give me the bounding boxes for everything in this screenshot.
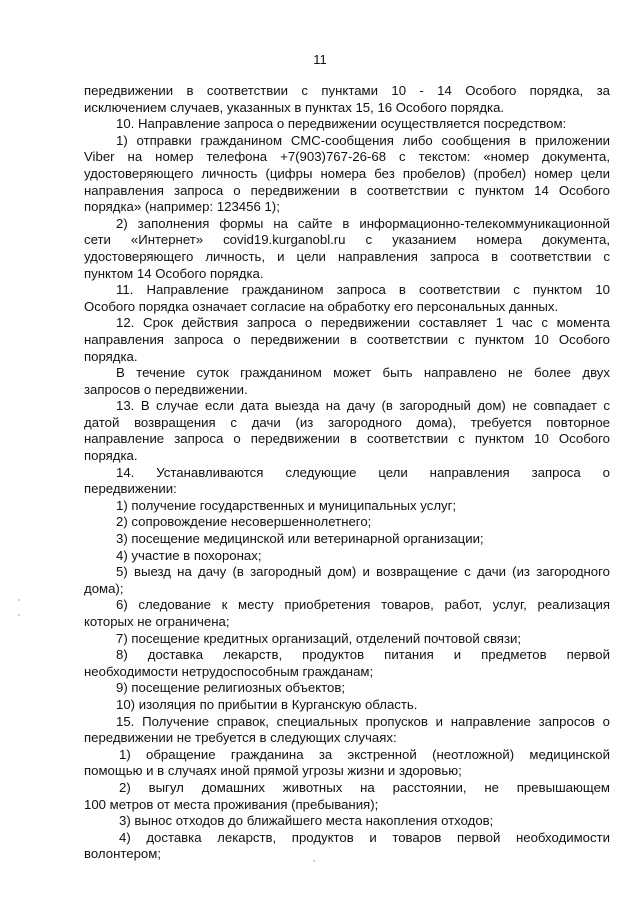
text-line: 10. Направление запроса о передвижении осуществляется посредством: — [116, 116, 567, 132]
scan-mark — [18, 614, 20, 616]
text-line: волонтером; — [84, 846, 161, 862]
text-line: 2) выгул домашних животных на расстоянии, не превышающем — [119, 779, 610, 795]
text-line: 15. Получение справок, специальных пропусков и направление запросов о — [116, 713, 610, 729]
text-line: дома); — [84, 580, 124, 596]
text-line: 1) отправки гражданином СМС-сообщения либо сообщения в приложении — [116, 132, 610, 148]
text-line: помощью и в случаях иной прямой угрозы жизни и здоровью; — [84, 763, 462, 779]
text-line: передвижении: — [84, 481, 177, 497]
text-line: 3) вынос отходов до ближайшего места накопления отходов; — [119, 813, 494, 829]
page-number: 11 — [313, 52, 327, 67]
scan-mark — [313, 860, 315, 862]
text-line: 13. В случае если дата выезда на дачу (в загородный дом) не совпадает с — [116, 398, 610, 414]
text-line: направления запроса о передвижении в соответствии с пунктом 10 Особого — [84, 331, 610, 347]
text-line: 2) заполнения формы на сайте в информационно-телекоммуникационной — [116, 215, 610, 231]
text-line: 100 метров от места проживания (пребывания); — [84, 796, 379, 812]
scan-mark — [18, 599, 20, 601]
text-line: Viber на номер телефона +7(903)767-26-68 с текстом: «номер документа, — [84, 149, 610, 165]
text-line: порядка. — [84, 348, 138, 364]
text-line: 4) доставка лекарств, продуктов и товаров первой необходимости — [119, 829, 610, 845]
text-line: направления запроса о передвижении в соответствии с пунктом 14 Особого — [84, 182, 610, 198]
document-body — [84, 83, 610, 863]
text-line: порядка» (например: 123456 1); — [84, 199, 280, 215]
text-line: 1) обращение гражданина за экстренной (неотложной) медицинской — [119, 746, 610, 762]
text-line: порядка. — [84, 448, 138, 464]
text-line: 10) изоляция по прибытии в Курганскую область. — [116, 696, 418, 712]
text-line: 2) сопровождение несовершеннолетнего; — [116, 514, 372, 530]
text-line: запросов о передвижении. — [84, 381, 248, 397]
text-line: 3) посещение медицинской или ветеринарной организации; — [116, 531, 484, 547]
text-line: 11. Направление гражданином запроса в соответствии с пунктом 10 — [116, 282, 610, 298]
text-line: которых не ограничена; — [84, 614, 230, 629]
text-line: 6) следование к месту приобретения товаров, работ, услуг, реализация — [116, 597, 610, 613]
text-line: пунктом 14 Особого порядка. — [84, 265, 264, 281]
text-line: исключением случаев, указанных в пунктах 15, 16 Особого порядка. — [84, 99, 505, 115]
text-line: сети «Интернет» covid19.kurganobl.ru с указанием номера документа, — [84, 232, 610, 248]
text-line: В течение суток гражданином может быть направлено не более двух — [116, 365, 610, 381]
text-line: датой возвращения с дачи (из загородного дома), требуется повторное — [84, 414, 610, 430]
text-line: передвижении не требуется в следующих случаях: — [84, 730, 397, 746]
text-line: 5) выезд на дачу (в загородный дом) и возвращение с дачи (из загородного — [116, 564, 610, 580]
text-line: 9) посещение религиозных объектов; — [116, 680, 346, 696]
text-line: 14. Устанавливаются следующие цели направления запроса о — [116, 464, 610, 480]
text-line: удостоверяющего личность, и цели направления запроса в соответствии с — [84, 248, 610, 264]
text-line: 12. Срок действия запроса о передвижении составляет 1 час с момента — [116, 315, 610, 331]
text-line: удостоверяющего личность (цифры номера без пробелов) (пробел) номер цели — [84, 165, 610, 181]
text-line: 7) посещение кредитных организаций, отделений почтовой связи; — [116, 630, 522, 646]
text-line: направление запроса о передвижении в соответствии с пунктом 10 Особого — [84, 431, 610, 447]
text-line: передвижении в соответствии с пунктами 10 - 14 Особого порядка, за — [84, 83, 610, 98]
text-line: необходимости нетрудоспособным гражданам; — [84, 663, 374, 679]
text-line: 8) доставка лекарств, продуктов питания и предметов первой — [116, 647, 610, 663]
text-line: 1) получение государственных и муниципальных услуг; — [116, 497, 457, 513]
text-line: Особого порядка означает согласие на обработку его персональных данных. — [84, 298, 559, 314]
text-line: 4) участие в похоронах; — [116, 547, 262, 563]
